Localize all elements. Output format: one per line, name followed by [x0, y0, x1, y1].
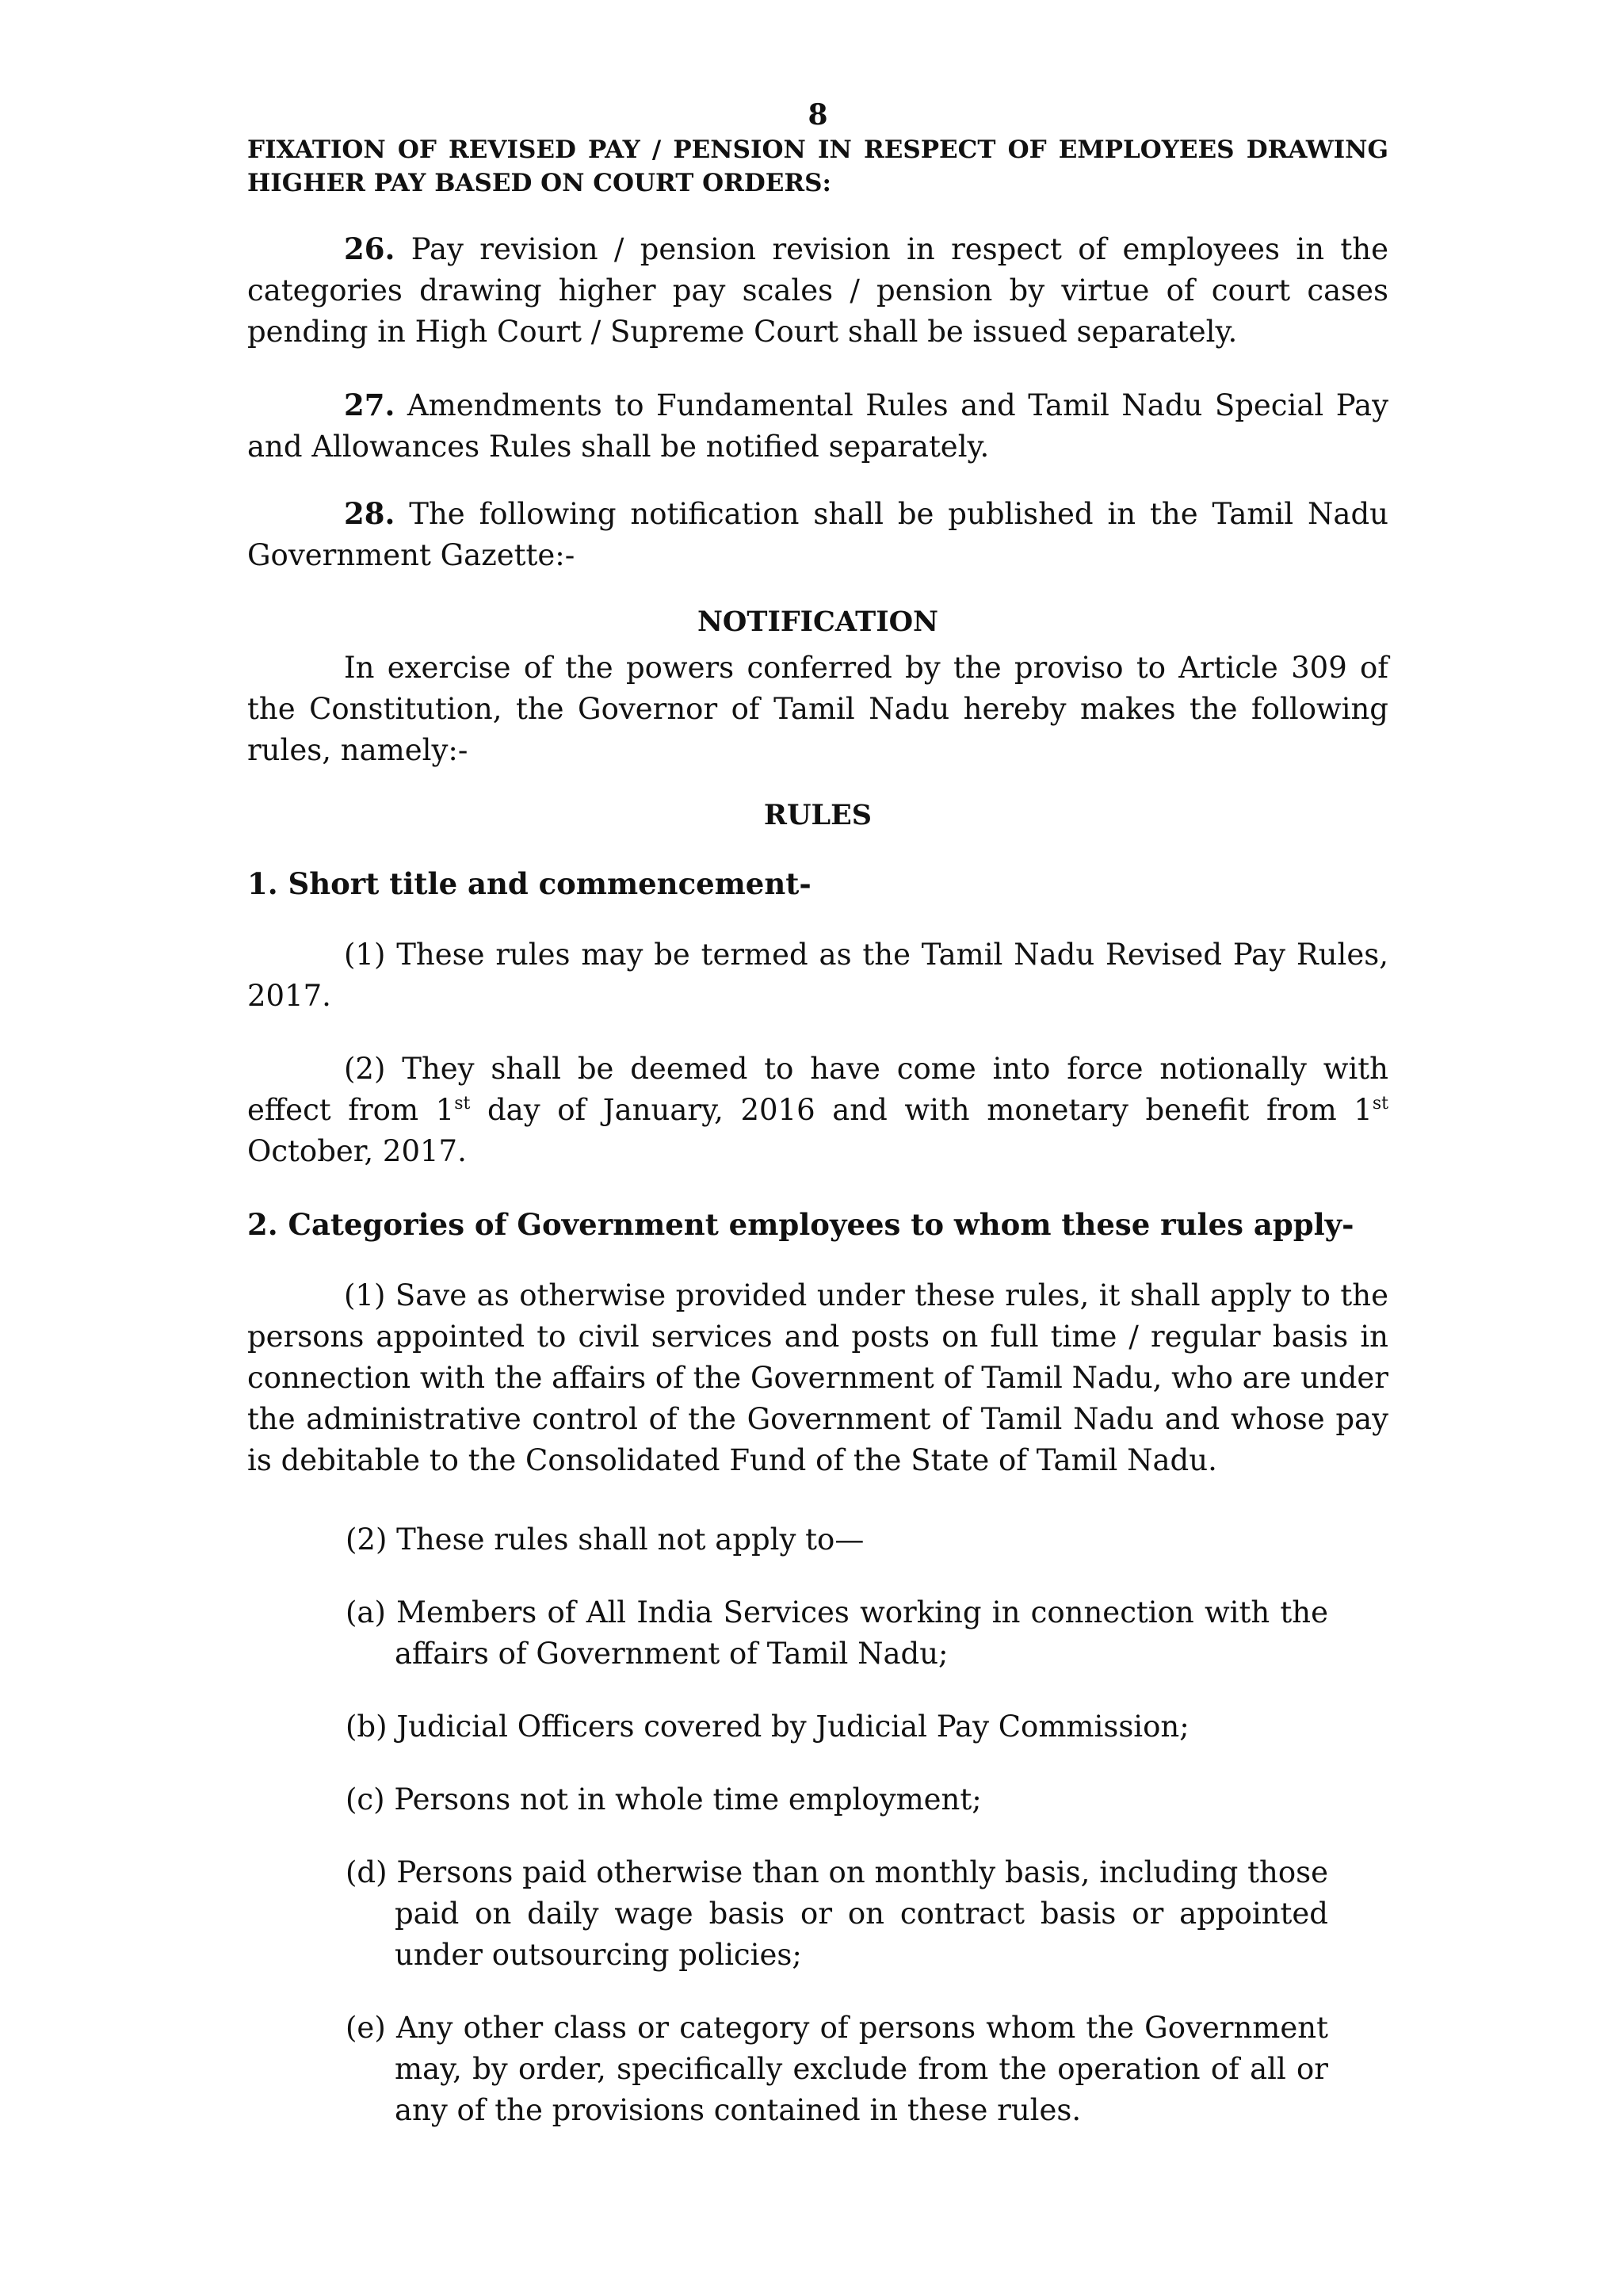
rule-2-sub-2: (2) These rules shall not apply to—	[346, 1522, 865, 1557]
ordinal-suffix: st	[454, 1094, 471, 1114]
rule-1-sub-2-text: October, 2017.	[247, 1134, 467, 1168]
rule-1-sub-2	[247, 1049, 1388, 1172]
paragraph-number: 28.	[344, 496, 395, 531]
list-item: (d) Persons paid otherwise than on monthly basis, including those paid on daily wage basis or on contract basis or appointed under outsourcing policies;	[346, 1855, 1328, 1972]
rule-2-sub-1: (1) Save as otherwise provided under these rules, it shall apply to the persons appointed to civil services and posts on full time / regular basis in connection with the affairs of the Government of Tamil Nadu, who are under the administrative control of the Government of Tamil Nadu and whose pay is debitable to the Consolidated Fund of the State of Tamil Nadu.	[247, 1278, 1388, 1477]
paragraph-text: Amendments to Fundamental Rules and Tamil Nadu Special Pay and Allowances Rules shall be notified separately.	[247, 388, 1388, 464]
rule-1-heading: 1. Short title and commencement-	[247, 866, 812, 901]
list-item: (c) Persons not in whole time employment;	[346, 1782, 982, 1817]
notification-text: In exercise of the powers conferred by the proviso to Article 309 of the Constitution, the Governor of Tamil Nadu hereby makes the following rules, namely:-	[247, 651, 1388, 767]
paragraph-27	[247, 384, 1388, 468]
ordinal-suffix: st	[1372, 1094, 1388, 1114]
paragraph-number: 26.	[344, 231, 395, 266]
list-item: (e) Any other class or category of persons whom the Government may, by order, specifically exclude from the operation of all or any of the provisions contained in these rules.	[346, 2011, 1328, 2127]
paragraph-text: The following notification shall be published in the Tamil Nadu Government Gazette:-	[247, 497, 1388, 572]
paragraph-number: 27.	[344, 388, 395, 422]
exclusion-list	[346, 1519, 1328, 2131]
paragraph-26	[247, 228, 1388, 353]
list-item: (b) Judicial Officers covered by Judicial Pay Commission;	[346, 1710, 1190, 1744]
rule-1-sub-2-text: (2) They shall be deemed to have come into force notionally with effect from 1	[247, 1052, 1388, 1127]
rule-2-heading: 2. Categories of Government employees to whom these rules apply-	[247, 1207, 1354, 1242]
rule-1-sub-2-text: day of January, 2016 and with monetary benefit from 1	[470, 1093, 1373, 1127]
document-page	[247, 97, 1388, 2163]
paragraph-28	[247, 493, 1388, 576]
notification-title: NOTIFICATION	[697, 606, 939, 638]
section-heading: FIXATION OF REVISED PAY / PENSION IN RESPECT OF EMPLOYEES DRAWING HIGHER PAY BASED ON COURT ORDERS:	[247, 136, 1388, 197]
rules-title: RULES	[763, 799, 873, 831]
rule-1-sub-1: (1) These rules may be termed as the Tamil Nadu Revised Pay Rules, 2017.	[247, 938, 1388, 1013]
list-item: (a) Members of All India Services working in connection with the affairs of Government of Tamil Nadu;	[346, 1595, 1328, 1671]
page-number: 8	[808, 98, 828, 132]
paragraph-text: Pay revision / pension revision in respect of employees in the categories drawing higher pay scales / pension by virtue of court cases pending in High Court / Supreme Court shall be issued separately.	[247, 232, 1388, 349]
